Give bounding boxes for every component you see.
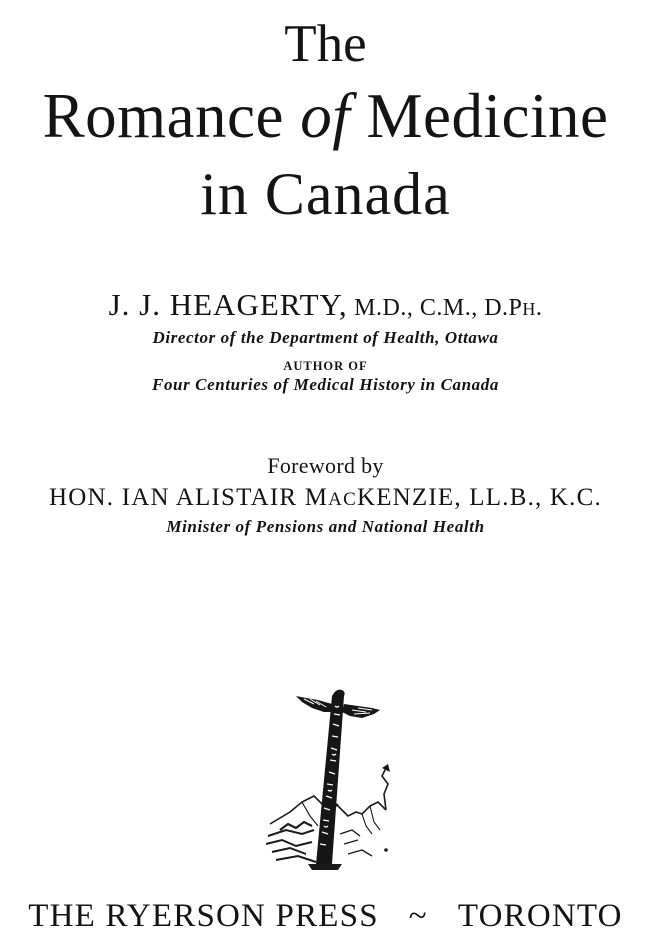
publisher-name: THE RYERSON PRESS [28, 898, 379, 934]
title-line-main [0, 81, 651, 151]
previous-work-title: Four Centuries of Medical History in Canada [152, 375, 499, 394]
foreword-author-name [0, 485, 651, 510]
title-of-italic: of [300, 81, 351, 151]
title-medicine: Medicine [350, 81, 609, 151]
author-name [0, 289, 651, 320]
title-romance: Romance [42, 81, 301, 151]
foreword-label: Foreword by [267, 453, 384, 478]
publisher-separator: ~ [408, 898, 428, 934]
author-position: Director of the Department of Health, Ottawa [152, 328, 499, 347]
totem-pole-icon [262, 684, 394, 874]
author-degrees-main: M.D., C.M., D.P [347, 295, 523, 321]
foreword-author-position: Minister of Pensions and National Health [166, 517, 485, 536]
author-degrees [348, 295, 543, 321]
author-of-label: AUTHOR OF [283, 359, 368, 373]
publisher-city: TORONTO [457, 898, 623, 934]
foreword-name-prefix: HON. IAN ALISTAIR M [49, 484, 329, 511]
title-line-canada: in Canada [200, 161, 451, 227]
foreword-name-suffix: KENZIE, LL.B., K.C. [356, 484, 602, 511]
publisher-line [0, 900, 651, 933]
author-degrees-smallcap: H [522, 299, 536, 319]
title-line-the: The [284, 15, 367, 73]
author-name-text: J. J. HEAGERTY, [108, 287, 348, 322]
foreword-name-smallcap: AC [328, 489, 357, 510]
author-degrees-end: . [535, 295, 543, 321]
